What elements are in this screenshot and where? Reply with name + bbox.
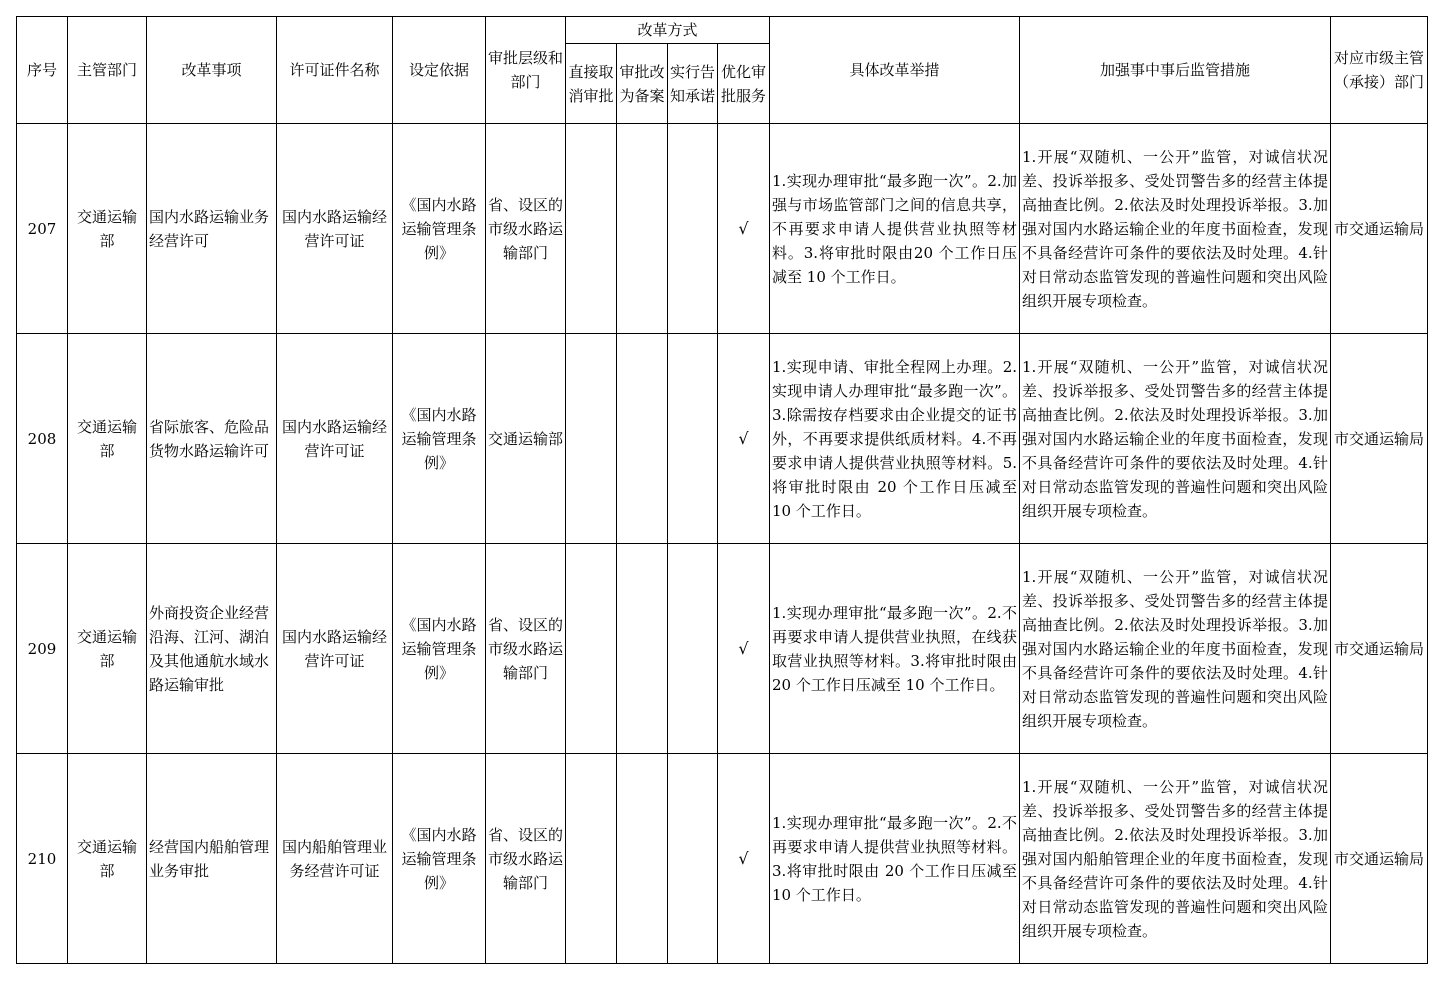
- cell-level: 省、设区的市级水路运输部门: [486, 544, 566, 754]
- cell-mode-optimize: √: [718, 334, 770, 544]
- cell-mode-cancel: [566, 544, 617, 754]
- cell-basis: 《国内水路运输管理条例》: [393, 334, 486, 544]
- cell-city-dept: 市交通运输局: [1331, 544, 1428, 754]
- table-row: [17, 124, 1428, 334]
- table-row: [17, 334, 1428, 544]
- cell-mode-filing: [617, 124, 668, 334]
- cell-city-dept: 市交通运输局: [1331, 124, 1428, 334]
- cell-seq: 208: [17, 334, 68, 544]
- cell-item: 外商投资企业经营沿海、江河、湖泊及其他通航水域水路运输审批: [147, 544, 277, 754]
- header-mode-optimize: 优化审批服务: [718, 44, 770, 124]
- cell-mode-filing: [617, 334, 668, 544]
- cell-dept: 交通运输部: [68, 544, 147, 754]
- cell-seq: 209: [17, 544, 68, 754]
- cell-mode-commitment: [668, 334, 718, 544]
- header-mode-filing: 审批改为备案: [617, 44, 668, 124]
- cell-measures: 1.实现办理审批“最多跑一次”。2.不再要求申请人提供营业执照等材料。3.将审批时限由 20 个工作日压减至 10 个工作日。: [770, 754, 1020, 964]
- cell-level: 省、设区的市级水路运输部门: [486, 754, 566, 964]
- header-seq: 序号: [17, 17, 68, 124]
- cell-item: 经营国内船舶管理业务审批: [147, 754, 277, 964]
- cell-supervision: 1.开展“双随机、一公开”监管，对诚信状况差、投诉举报多、受处罚警告多的经营主体提高抽查比例。2.依法及时处理投诉举报。3.加强对国内水路运输企业的年度书面检查，发现不具备经营许可条件的要依法及时处理。4.针对日常动态监管发现的普遍性问题和突出风险组织开展专项检查。: [1020, 544, 1331, 754]
- cell-license: 国内水路运输经营许可证: [277, 334, 393, 544]
- cell-mode-commitment: [668, 754, 718, 964]
- header-item: 改革事项: [147, 17, 277, 124]
- cell-measures: 1.实现办理审批“最多跑一次”。2.加强与市场监管部门之间的信息共享，不再要求申请人提供营业执照等材料。3.将审批时限由20 个工作日压减至 10 个工作日。: [770, 124, 1020, 334]
- cell-supervision: 1.开展“双随机、一公开”监管，对诚信状况差、投诉举报多、受处罚警告多的经营主体提高抽查比例。2.依法及时处理投诉举报。3.加强对国内水路运输企业的年度书面检查，发现不具备经营许可条件的要依法及时处理。4.针对日常动态监管发现的普遍性问题和突出风险组织开展专项检查。: [1020, 124, 1331, 334]
- header-mode-commitment: 实行告知承诺: [668, 44, 718, 124]
- table-row: [17, 544, 1428, 754]
- header-dept: 主管部门: [68, 17, 147, 124]
- cell-dept: 交通运输部: [68, 334, 147, 544]
- cell-city-dept: 市交通运输局: [1331, 754, 1428, 964]
- cell-mode-cancel: [566, 334, 617, 544]
- reform-table: [16, 16, 1428, 964]
- cell-city-dept: 市交通运输局: [1331, 334, 1428, 544]
- header-supervision: 加强事中事后监管措施: [1020, 17, 1331, 124]
- cell-dept: 交通运输部: [68, 124, 147, 334]
- cell-basis: 《国内水路运输管理条例》: [393, 754, 486, 964]
- cell-item: 国内水路运输业务经营许可: [147, 124, 277, 334]
- cell-basis: 《国内水路运输管理条例》: [393, 544, 486, 754]
- cell-seq: 207: [17, 124, 68, 334]
- cell-mode-optimize: √: [718, 124, 770, 334]
- cell-level: 交通运输部: [486, 334, 566, 544]
- cell-mode-commitment: [668, 124, 718, 334]
- cell-measures: 1.实现办理审批“最多跑一次”。2.不再要求申请人提供营业执照，在线获取营业执照等材料。3.将审批时限由 20 个工作日压减至 10 个工作日。: [770, 544, 1020, 754]
- cell-seq: 210: [17, 754, 68, 964]
- cell-supervision: 1.开展“双随机、一公开”监管，对诚信状况差、投诉举报多、受处罚警告多的经营主体提高抽查比例。2.依法及时处理投诉举报。3.加强对国内水路运输企业的年度书面检查，发现不具备经营许可条件的要依法及时处理。4.针对日常动态监管发现的普遍性问题和突出风险组织开展专项检查。: [1020, 334, 1331, 544]
- table-row: [17, 754, 1428, 964]
- cell-measures: 1.实现申请、审批全程网上办理。2.实现申请人办理审批“最多跑一次”。3.除需按存档要求由企业提交的证书外，不再要求提供纸质材料。4.不再要求申请人提供营业执照等材料。5.将审批时限由 20 个工作日压减至 10 个工作日。: [770, 334, 1020, 544]
- header-basis: 设定依据: [393, 17, 486, 124]
- cell-basis: 《国内水路运输管理条例》: [393, 124, 486, 334]
- cell-supervision: 1.开展“双随机、一公开”监管，对诚信状况差、投诉举报多、受处罚警告多的经营主体提高抽查比例。2.依法及时处理投诉举报。3.加强对国内船舶管理企业的年度书面检查，发现不具备经营许可条件的要依法及时处理。4.针对日常动态监管发现的普遍性问题和突出风险组织开展专项检查。: [1020, 754, 1331, 964]
- cell-mode-optimize: √: [718, 544, 770, 754]
- cell-mode-cancel: [566, 754, 617, 964]
- header-mode-cancel: 直接取消审批: [566, 44, 617, 124]
- cell-license: 国内水路运输经营许可证: [277, 124, 393, 334]
- header-measures: 具体改革举措: [770, 17, 1020, 124]
- cell-mode-filing: [617, 544, 668, 754]
- header-level: 审批层级和部门: [486, 17, 566, 124]
- cell-mode-cancel: [566, 124, 617, 334]
- cell-mode-commitment: [668, 544, 718, 754]
- table-body: [17, 124, 1428, 964]
- document-page: [16, 16, 1428, 964]
- header-reform-group: 改革方式: [566, 17, 770, 44]
- cell-mode-optimize: √: [718, 754, 770, 964]
- cell-mode-filing: [617, 754, 668, 964]
- cell-dept: 交通运输部: [68, 754, 147, 964]
- header-license: 许可证件名称: [277, 17, 393, 124]
- cell-license: 国内船舶管理业务经营许可证: [277, 754, 393, 964]
- cell-level: 省、设区的市级水路运输部门: [486, 124, 566, 334]
- cell-license: 国内水路运输经营许可证: [277, 544, 393, 754]
- cell-item: 省际旅客、危险品货物水路运输许可: [147, 334, 277, 544]
- header-city-dept: 对应市级主管（承接）部门: [1331, 17, 1428, 124]
- table-header: [17, 17, 1428, 124]
